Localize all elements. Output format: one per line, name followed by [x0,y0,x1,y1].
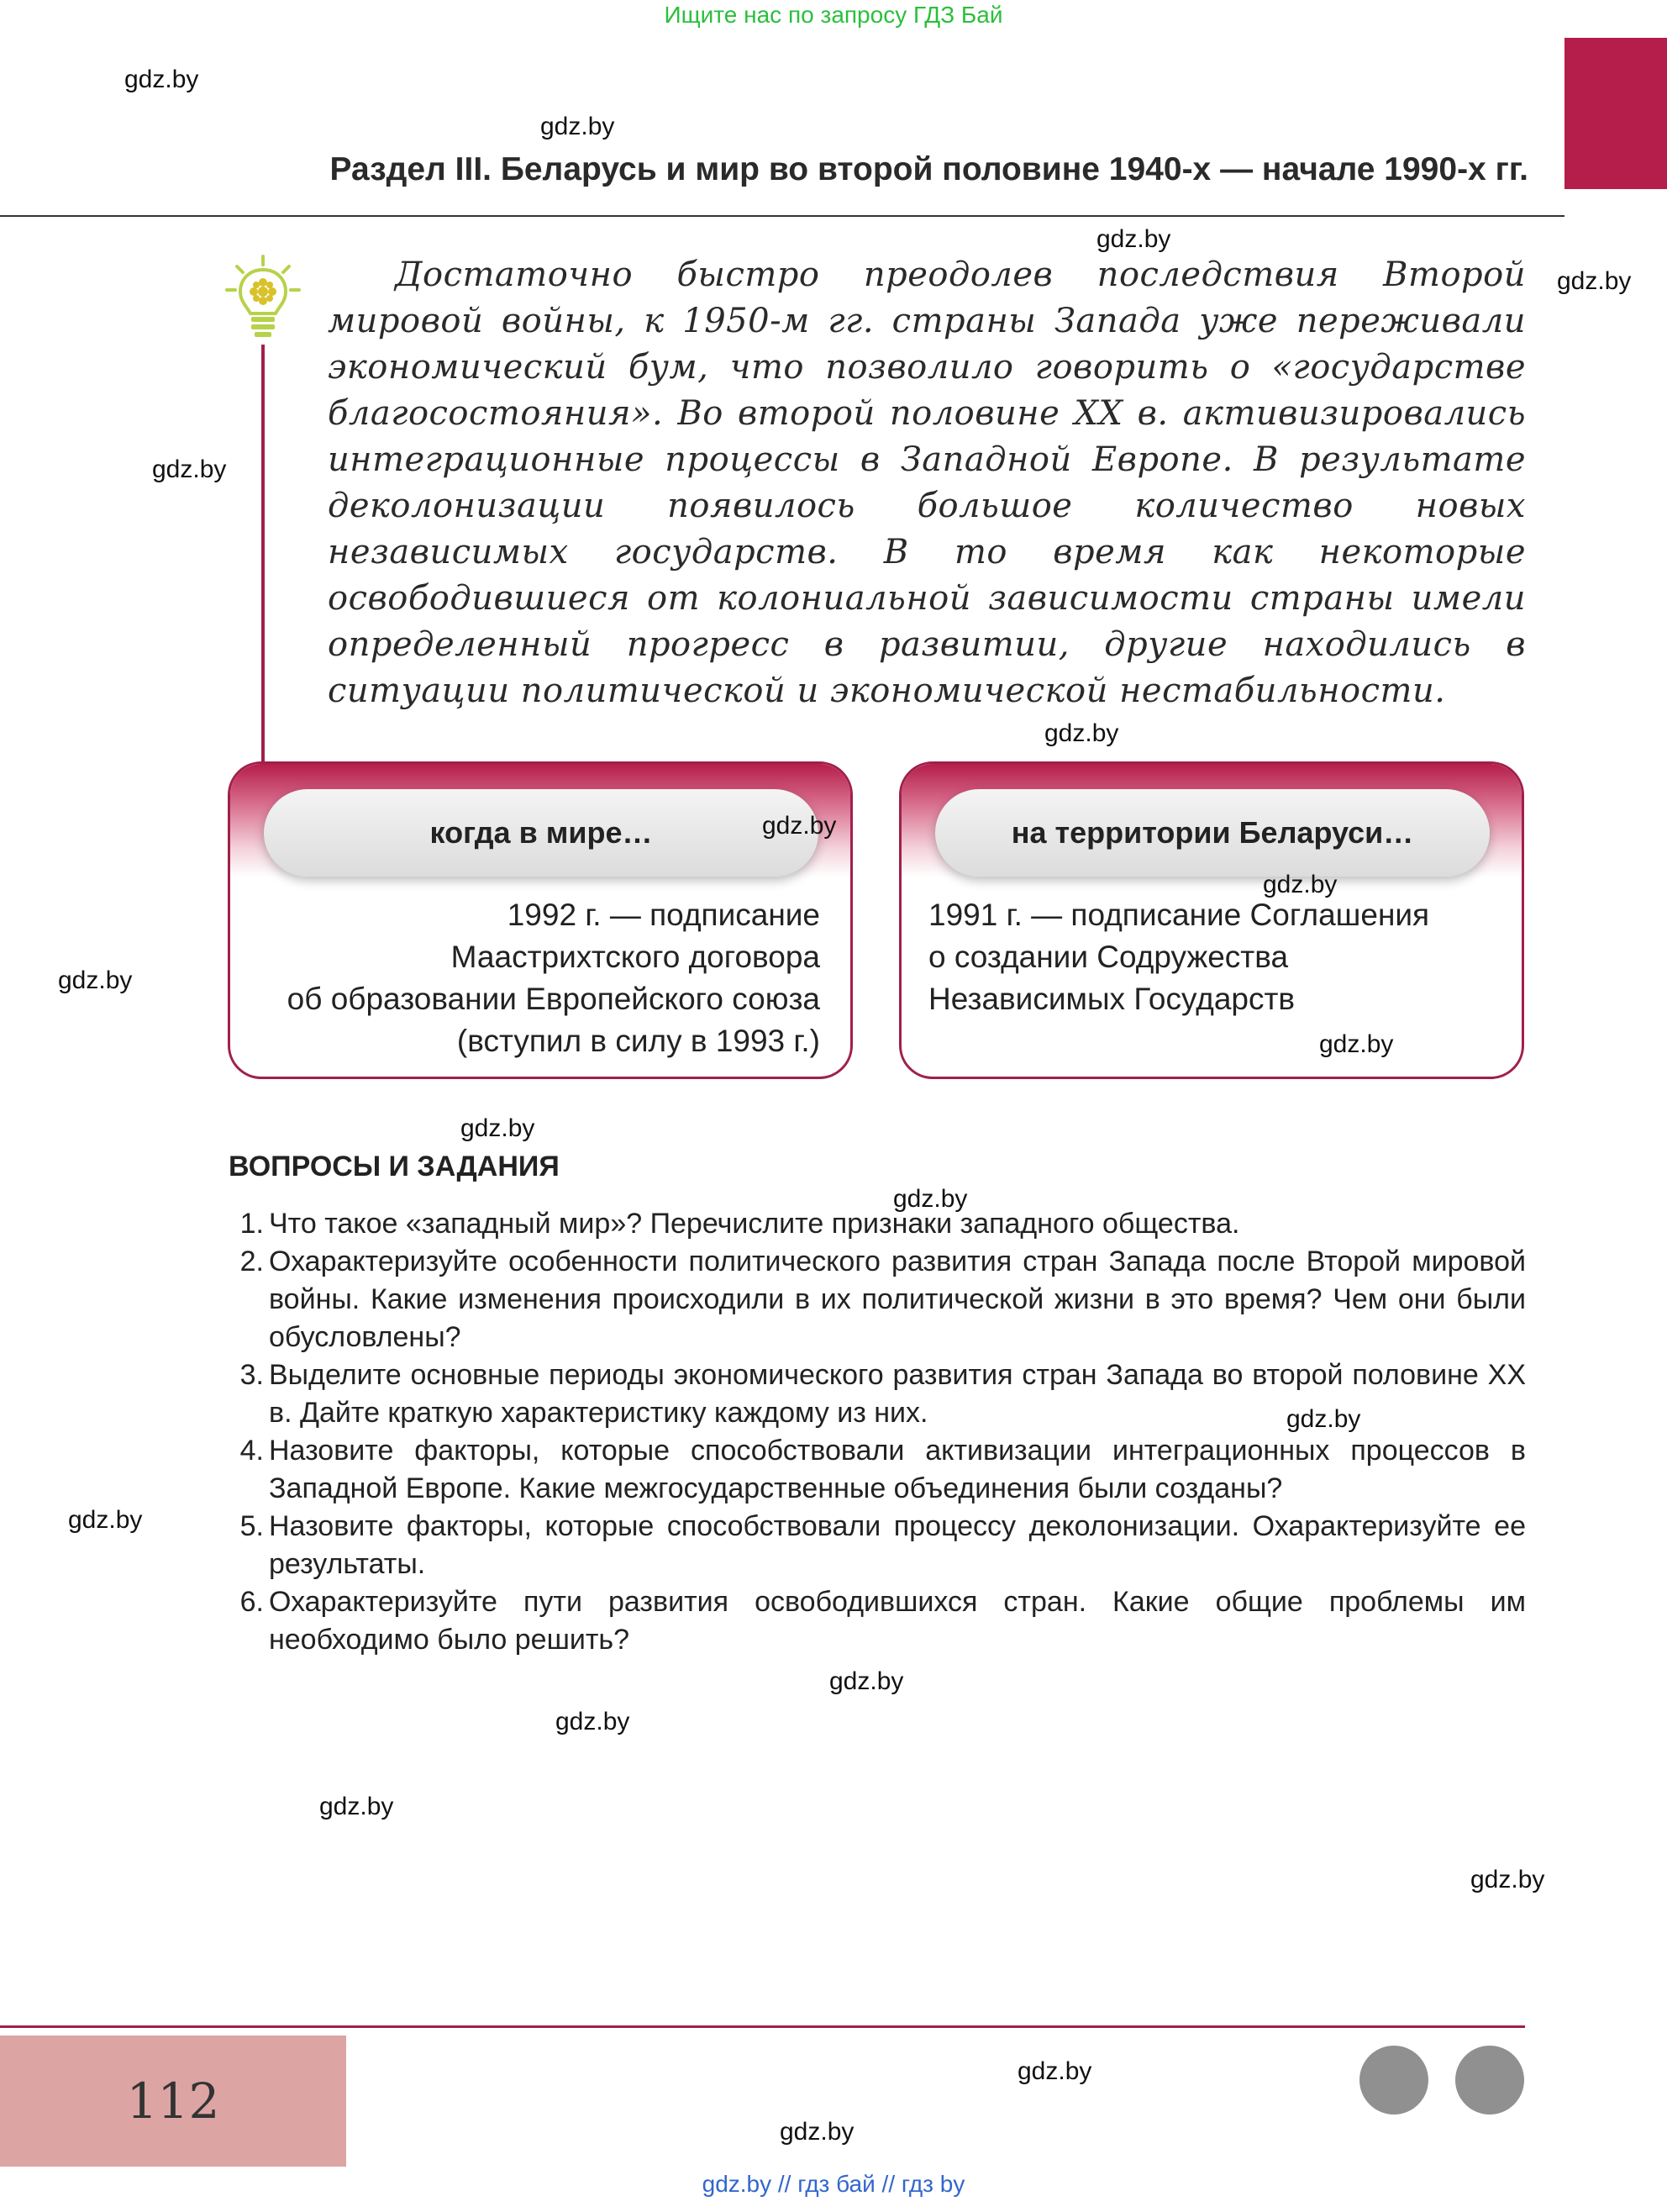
page-number-box [0,2036,346,2167]
corner-accent-block [1564,38,1667,189]
watermark: gdz.by [460,1114,535,1142]
card-line: (вступил в силу в 1993 г.) [456,1024,820,1058]
card-title: на территории Беларуси… [935,789,1490,877]
question-item [239,1243,1526,1356]
watermark: gdz.by [893,1185,968,1213]
card-text [928,894,1429,1020]
watermark: gdz.by [1319,1030,1394,1058]
watermark: gdz.by [780,2118,855,2146]
question-text: Выделите основные периоды экономического развития стран Запада во второй половине XX в. Дайте краткую характеристику каждому из них. [269,1359,1526,1429]
watermark: gdz.by [1018,2057,1092,2085]
card-line: об образовании Европейского союза [287,982,820,1016]
card-line: о создании Содружества [928,940,1289,974]
question-number: 6. [239,1586,264,1618]
watermark: gdz.by [555,1708,630,1735]
questions-heading: ВОПРОСЫ И ЗАДАНИЯ [229,1151,560,1182]
page-number: 112 [126,2072,220,2130]
nav-dot [1359,2046,1428,2115]
question-item [239,1508,1526,1583]
watermark: gdz.by [1096,225,1171,253]
question-number: 3. [239,1359,264,1391]
belarus-events-card [899,761,1524,1079]
card-text [287,894,820,1062]
watermark: gdz.by [124,66,199,93]
lightbulb-icon [225,255,301,347]
watermark: gdz.by [1263,871,1338,898]
watermark: gdz.by [1286,1405,1361,1433]
watermark: gdz.by [540,113,615,140]
watermark: gdz.by [762,812,837,840]
watermark: gdz.by [319,1793,394,1820]
question-item [239,1583,1526,1659]
header-divider [0,215,1564,217]
watermark: gdz.by [152,456,227,483]
watermark: gdz.by [58,966,133,994]
card-line: Независимых Государств [928,982,1296,1016]
card-title: когда в мире… [264,789,818,877]
promo-banner: Ищите нас по запросу ГДЗ Бай [664,2,1003,28]
card-line: Маастрихтского договора [450,940,820,974]
question-text: Что такое «западный мир»? Перечислите признаки западного общества. [269,1208,1240,1240]
intro-paragraph: Достаточно быстро преодолев последствия Второй мировой войны, к 1950-м гг. страны Запада уже переживали экономический бум, что позволило говорить о «государстве благосостояния». Во второй половине XX в. активизировались интеграционные процессы в Западной Европе. В результате деколонизации появилось большое количество новых независимых государств. В то время как некоторые освободившиеся от колониальной зависимости страны имели определенный прогресс в развитии, другие находились в ситуации политической и экономической нестабильности. [328,255,1526,710]
question-number: 5. [239,1510,264,1542]
footer-links: gdz.by // гдз бай // гдз by [702,2171,965,2197]
watermark: gdz.by [1470,1866,1545,1893]
question-text: Назовите факторы, которые способствовали процессу деколонизации. Охарактеризуйте ее результаты. [269,1510,1526,1580]
card-line: 1991 г. — подписание Соглашения [928,898,1430,932]
card-line: 1992 г. — подписание [507,898,820,932]
watermark: gdz.by [829,1667,904,1695]
nav-dot [1455,2046,1524,2115]
question-text: Охарактеризуйте особенности политического развития стран Запада после Второй мировой войны. Какие изменения происходили в их политической жизни в это время? Чем они были обусловлены? [269,1246,1526,1353]
question-number: 1. [239,1208,264,1240]
watermark: gdz.by [1557,267,1632,295]
question-number: 2. [239,1246,264,1277]
section-title: Раздел III. Беларусь и мир во второй половине 1940-х — начале 1990-х гг. [329,151,1528,187]
world-events-card [228,761,853,1079]
question-text: Охарактеризуйте пути развития освободившихся стран. Какие общие проблемы им необходимо было решить? [269,1586,1526,1656]
footer-divider [0,2025,1525,2028]
question-text: Назовите факторы, которые способствовали активизации интеграционных процессов в Западной Европе. Какие межгосударственные объединения были созданы? [269,1435,1526,1504]
intro-vertical-line [261,345,265,765]
watermark: gdz.by [68,1506,143,1534]
watermark: gdz.by [1044,719,1119,747]
question-number: 4. [239,1435,264,1467]
question-item [239,1432,1526,1508]
